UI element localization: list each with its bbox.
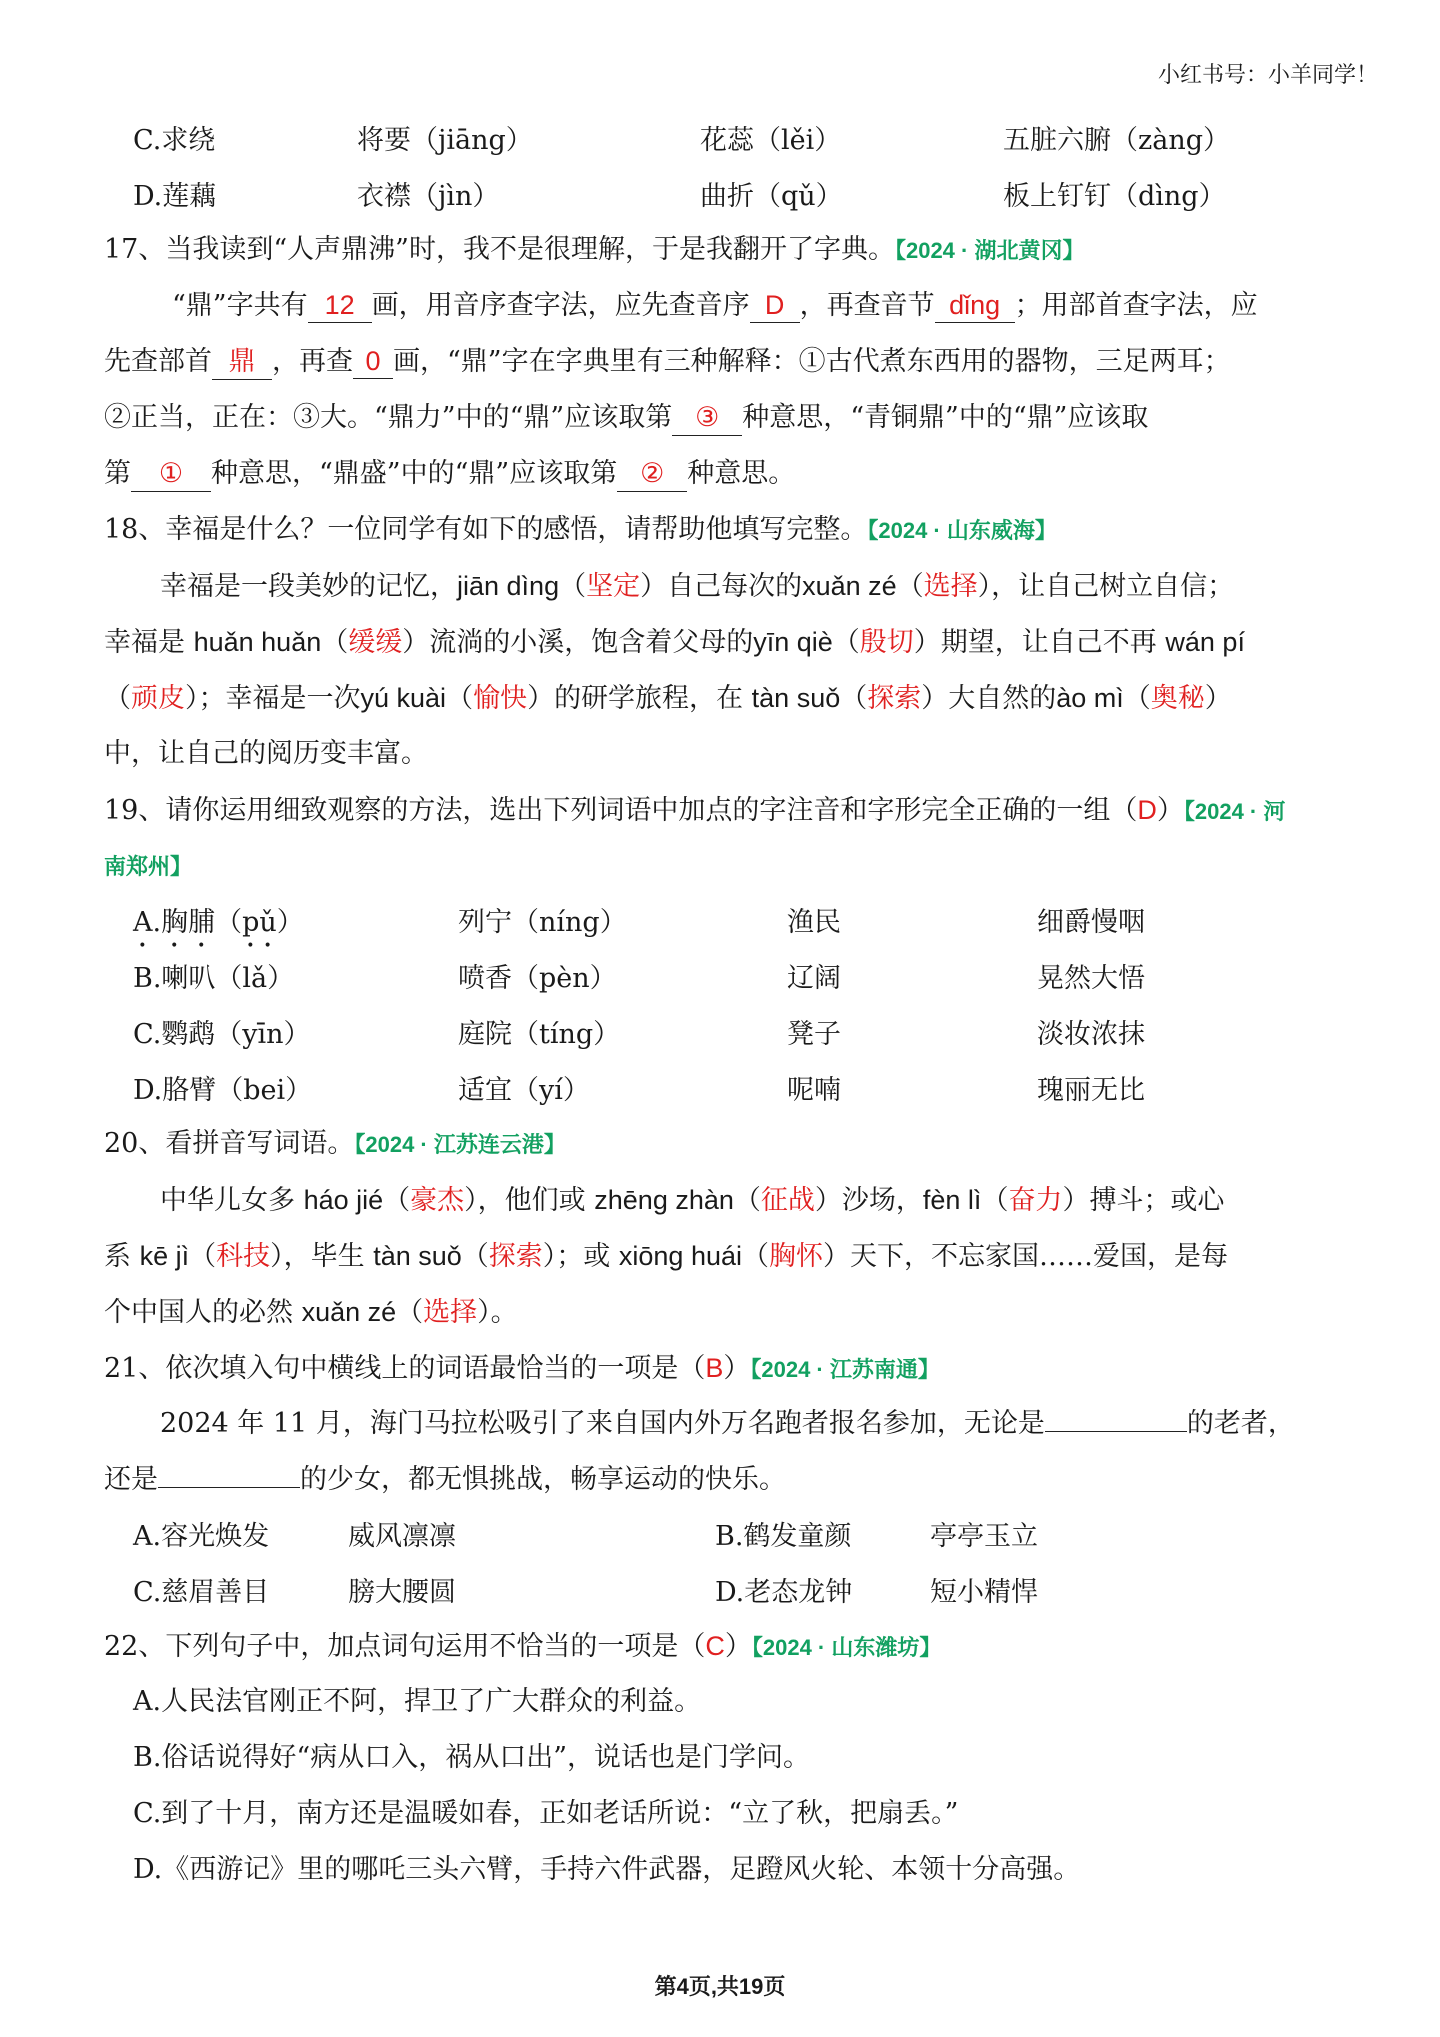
q21-l2b: 的少女，都无惧挑战，畅享运动的快乐。 [300,1464,786,1495]
q18-pinyin-1: jiān dìng [457,571,560,601]
q18-pinyin-6: yú kuài [360,683,447,713]
q19-a-3: 渔民 [787,907,841,938]
q16-d-2: 衣襟（jìn） [357,181,500,212]
q19-d-2: 适宜（yí） [458,1075,590,1106]
q21-l1b: 的老者， [1186,1408,1295,1439]
q18-l2c: 期望，让自己不再 [940,627,1166,658]
q18-pinyin-4: yīn qiè [753,627,833,657]
q17-source: 【2024 · 湖北黄冈】 [894,238,1085,263]
q16-c-3: 花蕊（lěi） [700,125,842,156]
q16-d-4: 板上钉钉（dìng） [1003,181,1226,212]
q19-a-4: 细爵慢咽 [1037,907,1145,938]
q21-stem-text: 21、依次填入句中横线上的词语最恰当的一项是 [104,1353,679,1384]
q18-line-4: 中，让自己的阅历变丰富。 [104,738,428,769]
page-number: 第4页,共19页 [654,1974,786,1999]
q18-source: 【2024 · 山东威海】 [867,518,1057,543]
q22-option-b: B.俗话说得好“病从口入，祸从口出”，说话也是门学问。 [133,1742,811,1773]
q20-pinyin-6: xiōng huái [618,1241,742,1271]
q19-b-2: 喷香（pèn） [458,963,617,994]
q18-answer-6: 愉快 [473,683,528,714]
q21-opt-b-2: 亭亭玉立 [930,1521,1038,1552]
q19-a-2: 列宁（níng） [458,907,627,938]
q19-a-1 [133,900,304,954]
q16-c-4: 五脏六腑（zàng） [1003,125,1230,156]
q17-answer-letter: D [750,288,800,323]
q17-t7: 画，“鼎”字在字典里有三种解释：①古代煮东西用的器物，三足两耳； [393,346,1231,377]
q17-line-2 [104,342,1231,382]
q20-l2b: ，毕生 [283,1241,374,1272]
q17-stem [104,230,1084,271]
q18-answer-1: 坚定 [586,571,641,602]
q16-d-1: D.莲藕 [133,181,217,212]
q17-answer-radical: 鼎 [212,345,272,380]
q18-l3c: 大自然的 [948,683,1057,714]
q20-source: 【2024 · 江苏连云港】 [354,1132,566,1157]
q16-c-2: 将要（jiāng） [357,125,533,156]
q17-answer-meaning-1: ③ [672,401,742,436]
q22-option-a: A.人民法官刚正不阿，捍卫了广大群众的利益。 [133,1686,702,1717]
q18-pinyin-3: huǎn huǎn [193,627,322,657]
q18-l3a: ；幸福是一次 [198,683,361,714]
q18-stem-text: 18、幸福是什么？一位同学有如下的感悟，请帮助他填写完整。 [104,514,868,545]
q22-source: 【2024 · 山东潍坊】 [751,1635,942,1660]
q18-answer-7: 探索 [867,683,922,714]
q20-answer-6: 胸怀 [769,1241,823,1272]
q19-b-3: 辽阔 [787,963,841,994]
q20-l1a: 中华儿女多 [160,1185,304,1216]
q19-source-2: 南郑州】 [104,854,193,879]
q19-b-4: 晃然大悟 [1037,963,1145,994]
q20-pinyin-3: fèn lì [922,1185,982,1215]
q17-t4: ；用部首查字法，应 [1014,290,1258,321]
q20-pinyin-4: kē jì [139,1241,190,1271]
q18-answer-8: 奥秘 [1150,683,1205,714]
q19-stem-text: 19、请你运用细致观察的方法，选出下列词语中加点的字注音和字形完全正确的一组 [104,795,1111,826]
q19-answer: D [1137,795,1157,825]
q18-l2b: 流淌的小溪，饱含着父母的 [429,627,754,658]
q21-opt-b-1: B.鹤发童颜 [715,1521,852,1552]
q17-t6: ，再查 [272,346,353,377]
q17-line-1 [172,286,1258,326]
q18-answer-5: 顽皮 [131,683,185,714]
q20-l3a: 个中国人的必然 [104,1297,302,1328]
q20-l1b: ，他们或 [477,1185,595,1216]
q19-stem: 19、请你运用细致观察的方法，选出下列词语中加点的字注音和字形完全正确的一组（D）【2024 · 河 [104,795,1286,826]
q21-l1a: 2024 年 11 月，海门马拉松吸引了来自国内外万名跑者报名参加，无论是 [160,1408,1045,1439]
q20-line-1: 中华儿女多 háo jié（豪杰），他们或 zhēng zhàn（征战）沙场，fèn lì（奋力）搏斗；或心 [160,1185,1225,1216]
q17-t8: ②正当，正在：③大。“鼎力”中的“鼎”应该取第 [104,402,673,433]
q16-d-3: 曲折（qǔ） [700,181,843,212]
q21-opt-a-2: 威风凛凛 [348,1521,456,1552]
q20-answer-2: 征战 [760,1185,815,1216]
q17-t12: 种意思。 [687,458,796,489]
q18-pinyin-2: xuǎn zé [802,571,897,601]
q19-source-1: 【2024 · 河 [1183,799,1286,824]
q20-answer-5: 探索 [488,1241,543,1272]
q21-line-2 [104,1460,786,1500]
q21-opt-d-2: 短小精悍 [930,1577,1038,1608]
q20-l2d: 天下，不忘家国……爱国，是每 [850,1241,1228,1272]
q20-stem [104,1124,566,1165]
q18-answer-4: 殷切 [859,627,914,658]
q22-stem: 22、下列句子中，加点词句运用不恰当的一项是（C）【2024 · 山东潍坊】 [104,1631,942,1662]
q18-pinyin-5: wán pí [1165,627,1245,657]
q21-blank-1[interactable] [1045,1431,1187,1432]
q20-l2c: ；或 [556,1241,619,1272]
q20-pinyin-2: zhēng zhàn [594,1185,734,1215]
q20-pinyin-5: tàn suǒ [373,1241,462,1271]
q18-l1c: ，让自己树立自信； [991,571,1235,602]
q19-source-line [104,846,192,887]
q19-b-1: B.喇叭（lǎ） [133,963,295,994]
q19-d-1: D.胳臂（bei） [133,1075,313,1106]
q17-t10: 第 [104,458,131,489]
q17-answer-meaning-3: ② [617,457,687,492]
q20-stem-text: 20、看拼音写词语。 [104,1128,355,1159]
q20-pinyin-1: háo jié [303,1185,384,1215]
q18-line-3: （顽皮）；幸福是一次yú kuài（愉快）的研学旅程，在 tàn suǒ（探索）大自然的ào mì（奥秘） [104,683,1232,714]
q17-t1: “鼎”字共有 [172,290,308,321]
q18-l3b: 的研学旅程，在 [554,683,752,714]
q17-answer-meaning-2: ① [131,457,211,492]
q20-answer-7: 选择 [423,1297,478,1328]
q17-t9: 种意思，“青铜鼎”中的“鼎”应该取 [742,402,1149,433]
q17-t3: ，再查音节 [799,290,935,321]
q18-answer-3: 缓缓 [348,627,403,658]
q16-c-1: C.求绕 [133,125,216,156]
q20-answer-1: 豪杰 [410,1185,465,1216]
q19-d-4: 瑰丽无比 [1037,1075,1145,1106]
q22-option-c: C.到了十月，南方还是温暖如春，正如老话所说：“立了秋，把扇丢。” [133,1798,959,1829]
q20-line-3: 个中国人的必然 xuǎn zé（选择）。 [104,1297,518,1328]
q17-stem-text: 17、当我读到“人声鼎沸”时，我不是很理解，于是我翻开了字典。 [104,234,895,265]
q19-c-4: 淡妆浓抹 [1037,1019,1145,1050]
q18-pinyin-8: ào mì [1056,683,1124,713]
q18-l1b: 自己每次的 [667,571,803,602]
q20-l1d: 搏斗；或心 [1089,1185,1225,1216]
q19-c-3: 凳子 [787,1019,841,1050]
q21-opt-a-1: A.容光焕发 [133,1521,270,1552]
q18-line-2: 幸福是 huǎn huǎn（缓缓）流淌的小溪，饱含着父母的yīn qiè（殷切）期望，让自己不再 wán pí [104,627,1245,658]
q18-line-1: 幸福是一段美妙的记忆，jiān dìng（坚定）自己每次的xuǎn zé（选择），让自己树立自信； [160,571,1235,602]
q18-stem [104,510,1057,551]
q18-l2a: 幸福是 [104,627,194,658]
q22-answer: C [705,1631,725,1661]
q21-opt-c-2: 膀大腰圆 [348,1577,456,1608]
q21-source: 【2024 · 江苏南通】 [750,1357,940,1382]
q18-pinyin-7: tàn suǒ [751,683,841,713]
q17-line-4 [104,454,795,494]
header-note: 小红书号：小羊同学！ [1157,62,1378,87]
q21-stem: 21、依次填入句中横线上的词语最恰当的一项是（B）【2024 · 江苏南通】 [104,1353,940,1384]
q17-answer-remaining: 0 [353,344,393,379]
q20-answer-4: 科技 [216,1241,271,1272]
q21-line-1 [160,1404,1295,1444]
q19-a-1-text: A.胸脯（pǔ） [133,907,304,938]
q19-d-3: 呢喃 [787,1075,841,1106]
q20-l3b: 。 [490,1297,518,1328]
q21-l2a: 还是 [104,1464,158,1495]
q22-stem-text: 22、下列句子中，加点词句运用不恰当的一项是 [104,1631,679,1662]
q18-l1a: 幸福是一段美妙的记忆， [160,571,457,602]
q17-t2: 画，用音序查字法，应先查音序 [371,290,750,321]
q20-line-2: 系 kē jì（科技），毕生 tàn suǒ（探索）；或 xiōng huái（胸怀）天下，不忘家国……爱国，是每 [104,1241,1228,1272]
q20-pinyin-7: xuǎn zé [301,1297,397,1327]
q17-answer-strokes: 12 [308,288,372,323]
q20-l1c: 沙场， [841,1185,923,1216]
q21-answer: B [705,1353,724,1383]
q17-answer-syllable: dǐng [935,288,1015,323]
q21-opt-c-1: C.慈眉善目 [133,1577,270,1608]
q20-l2a: 系 [104,1241,140,1272]
q21-opt-d-1: D.老态龙钟 [715,1577,853,1608]
q17-t5: 先查部首 [104,346,212,377]
q19-c-1: C.鹦鹉（yīn） [133,1019,311,1050]
q20-answer-3: 奋力 [1008,1185,1063,1216]
q22-option-d: D.《西游记》里的哪吒三头六臂，手持六件武器，足蹬风火轮、本领十分高强。 [133,1854,1081,1885]
q17-t11: 种意思，“鼎盛”中的“鼎”应该取第 [211,458,618,489]
q21-blank-2[interactable] [158,1487,300,1488]
q17-line-3 [104,398,1148,438]
q19-c-2: 庭院（tíng） [458,1019,621,1050]
q18-answer-2: 选择 [923,571,978,602]
